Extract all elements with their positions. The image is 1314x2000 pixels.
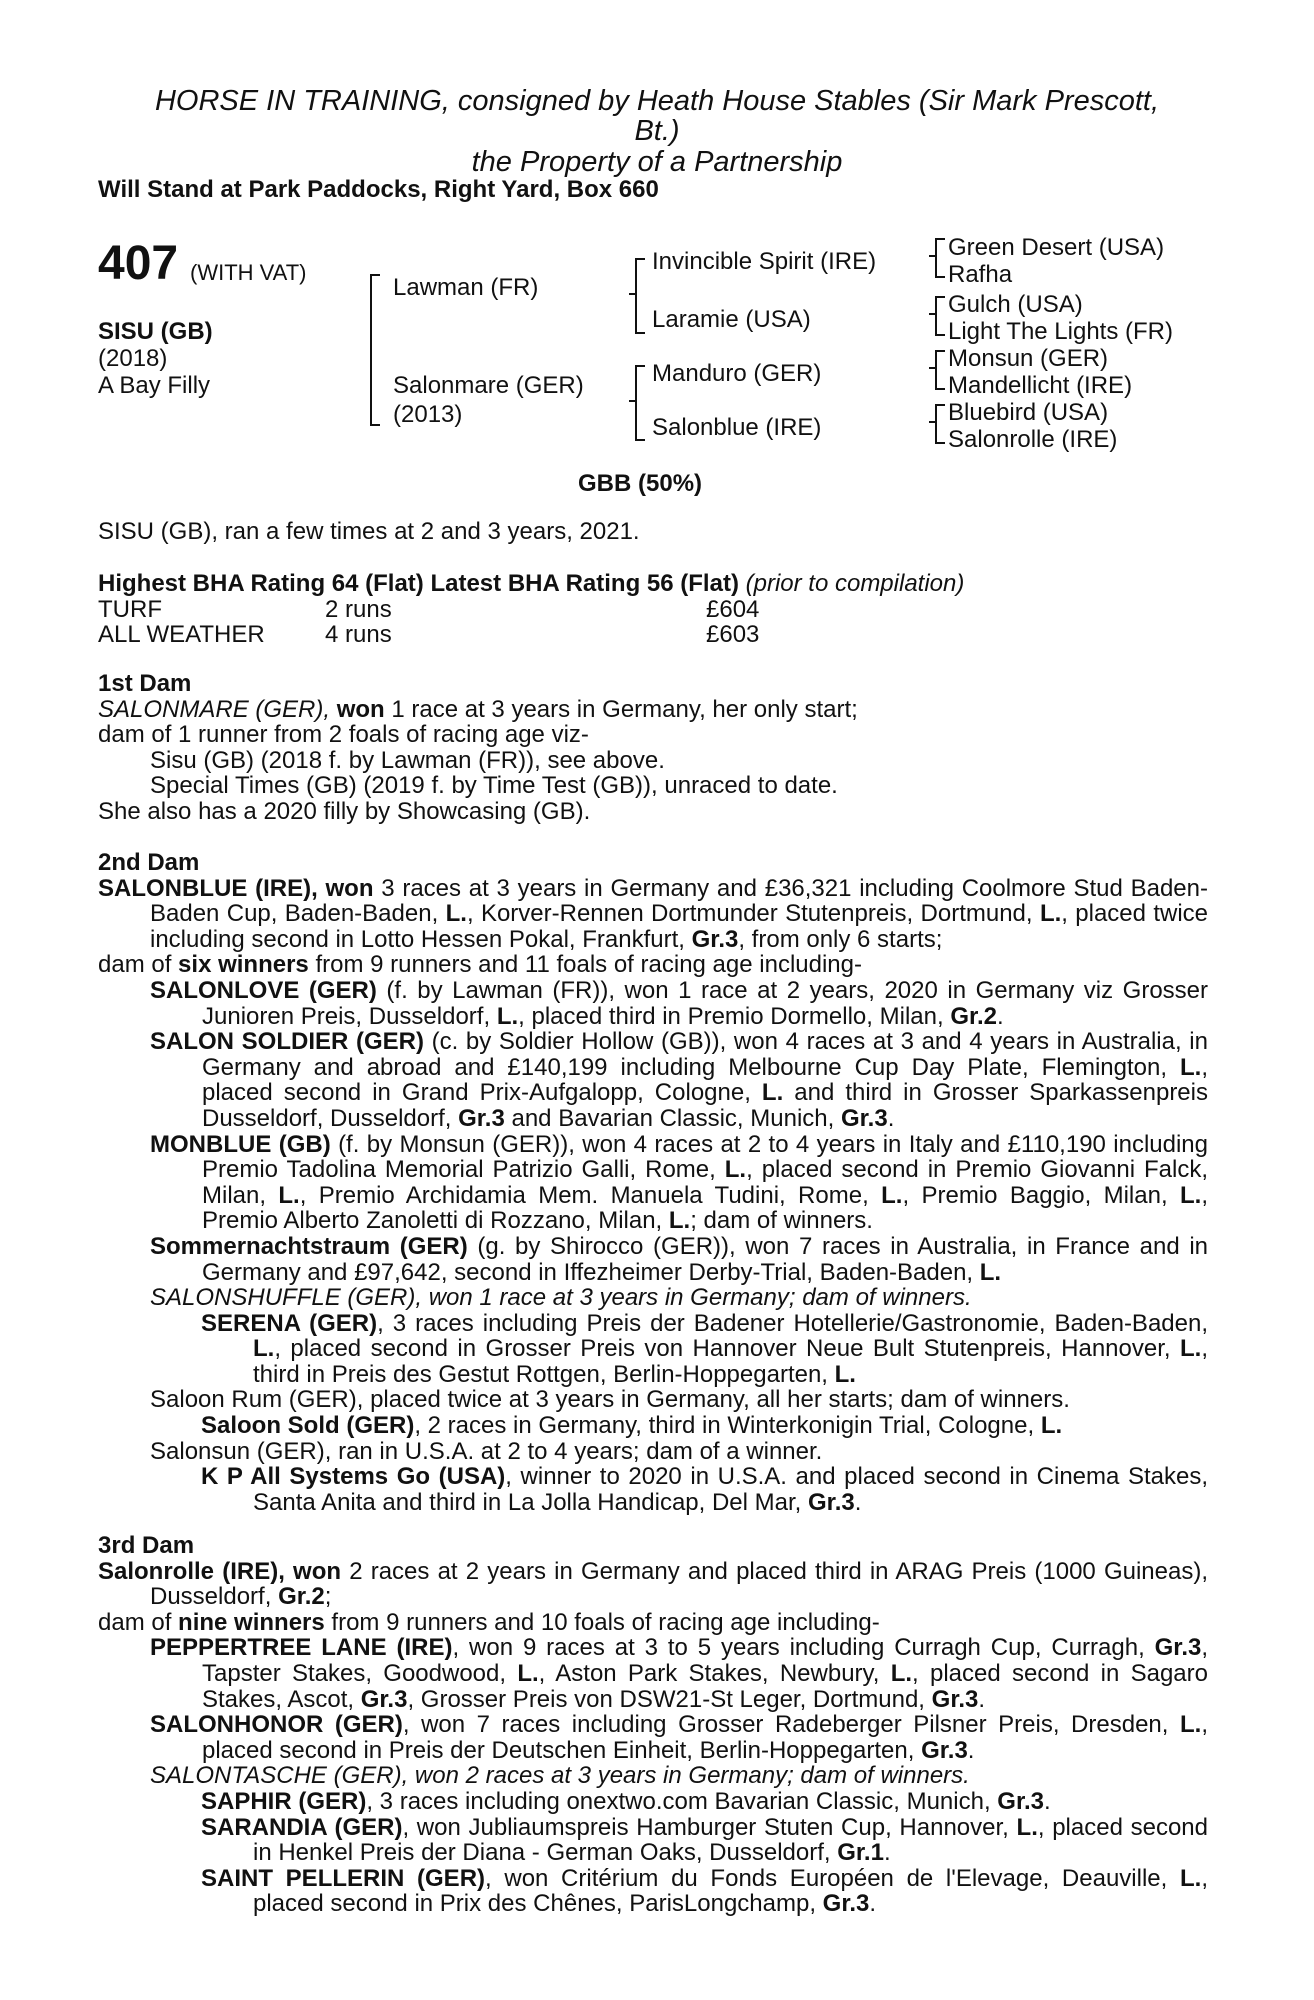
sire-dam-brace <box>370 274 380 426</box>
produce-item: Special Times (GB) (2019 f. by Time Test (GB)), unraced to date. <box>150 772 838 800</box>
second-dam-section <box>98 850 1208 1515</box>
aw-prize: £603 <box>706 621 760 648</box>
header-line-3: the Property of a Partnership <box>471 146 843 178</box>
offspring-entry: Sommernachtstraum (GER) (g. by Shirocco (GER)), won 7 races in Australia, in France and in Germany and £97,642, second in Iffezheimer Derby-Trial, Baden-Baden, L. <box>150 1232 1209 1286</box>
turf-label: TURF <box>98 596 162 623</box>
header-line-2: Bt.) <box>634 115 680 147</box>
pedigree-sds: Gulch (USA) <box>948 291 1083 318</box>
second-dam-produce: dam of six winners from 9 runners and 11 foals of racing age including- <box>98 951 862 979</box>
grand-offspring-entry: SAINT PELLERIN (GER), won Critérium du Fonds Européen de l'Elevage, Deauville, L., placed second in Prix des Chênes, ParisLongchamp, Gr.3. <box>201 1864 1208 1918</box>
second-dam-record: SALONBLUE (IRE), won 3 races at 3 years in Germany and £36,321 including Coolmore Stud Baden-Baden Cup, Baden-Baden, L., Korver-Rennen Dortmunder Stutenpreis, Dortmund, L., placed twice including second in Lotto Hessen Pokal, Frankfurt, Gr.3, from only 6 starts; <box>98 874 1209 953</box>
pedigree-dam-sire: Manduro (GER) <box>652 360 822 387</box>
offspring-entry: SALON SOLDIER (GER) (c. by Soldier Hollow (GB)), won 4 races at 3 and 4 years in Australia, in Germany and abroad and £140,199 including Melbourne Cup Day Plate, Flemington, L., placed second in Grand Prix-Aufgalopp, Cologne, L. and third in Grosser Sparkassenpreis Dusseldorf, Dusseldorf, Gr.3 and Bavarian Classic, Munich, Gr.3. <box>150 1028 1208 1132</box>
sire-line-brace <box>635 258 645 334</box>
pedigree-dam-year: (2013) <box>393 401 463 428</box>
third-dam-produce: dam of nine winners from 9 runners and 10 foals of racing age including- <box>98 1608 880 1636</box>
offspring-entry: SALONHONOR (GER), won 7 races including Grosser Radeberger Pilsner Preis, Dresden, L., placed second in Preis der Deutschen Einheit, Berlin-Hoppegarten, Gr.3. <box>150 1711 1208 1764</box>
turf-runs: 2 runs <box>325 596 392 623</box>
first-dam-line: SALONMARE (GER), won 1 race at 3 years in Germany, her only start; <box>98 695 858 723</box>
vat-note: (WITH VAT) <box>190 260 307 285</box>
grand-offspring-entry: K P All Systems Go (USA), winner to 2020 in U.S.A. and placed second in Cinema Stakes, Santa Anita and third in La Jolla Handicap, Del Mar, Gr.3. <box>201 1463 1208 1516</box>
turf-prize: £604 <box>706 596 760 623</box>
offspring-entry: SALONSHUFFLE (GER), won 1 race at 3 years in Germany; dam of winners. <box>150 1284 972 1312</box>
grand-offspring-entry: Saloon Sold (GER), 2 races in Germany, third in Winterkonigin Trial, Cologne, L. <box>201 1412 1063 1440</box>
second-dam-heading: 2nd Dam <box>98 849 200 876</box>
grand-offspring-entry: SERENA (GER), 3 races including Preis der Badener Hotellerie/Gastronomie, Baden-Baden, L., placed second in Grosser Preis von Hannover Neue Bult Stutenpreis, Hannover, L., third in Preis des Gestut Rottgen, Berlin-Hoppegarten, L. <box>201 1309 1209 1388</box>
first-dam-section <box>98 671 1208 825</box>
first-dam-produce: dam of 1 runner from 2 foals of racing age viz- <box>98 721 589 749</box>
offspring-entry: SALONLOVE (GER) (f. by Lawman (FR)), won 1 race at 2 years, 2020 in Germany viz Grosser Junioren Preis, Dusseldorf, L., placed third in Premio Dormello, Milan, Gr.2. <box>150 976 1209 1030</box>
dam-line-brace <box>635 365 645 441</box>
horse-description: A Bay Filly <box>98 372 211 399</box>
pedigree-sdd: Light The Lights (FR) <box>948 318 1173 345</box>
pedigree-sire-dam: Laramie (USA) <box>652 306 811 333</box>
third-dam-heading: 3rd Dam <box>98 1532 195 1559</box>
offspring-entry: MONBLUE (GB) (f. by Monsun (GER)), won 4 races at 2 to 4 years in Italy and £110,190 including Premio Tadolina Memorial Patrizio Galli, Rome, L., placed second in Premio Giovanni Falck, Milan, L., Premio Archidamia Mem. Manuela Tudini, Rome, L., Premio Baggio, Milan, L., Premio Alberto Zanoletti di Rozzano, Milan, L.; dam of winners. <box>150 1130 1208 1235</box>
grand-offspring-entry: SAPHIR (GER), 3 races including onextwo.com Bavarian Classic, Munich, Gr.3. <box>201 1787 1051 1815</box>
lot-number: 407 <box>98 237 179 290</box>
first-dam-note: She also has a 2020 filly by Showcasing (GB). <box>98 797 591 825</box>
pedigree-sire-sire: Invincible Spirit (IRE) <box>652 248 877 275</box>
pedigree-ssd: Rafha <box>948 261 1013 288</box>
pedigree-sire: Lawman (FR) <box>393 274 539 301</box>
third-dam-section <box>98 1533 1208 1917</box>
produce-item: Sisu (GB) (2018 f. by Lawman (FR)), see above. <box>150 746 665 774</box>
aw-runs: 4 runs <box>325 621 392 648</box>
first-dam-heading: 1st Dam <box>98 670 192 697</box>
aw-label: ALL WEATHER <box>98 621 265 648</box>
offspring-entry: PEPPERTREE LANE (IRE), won 9 races at 3 to 5 years including Curragh Cup, Curragh, Gr.3, Tapster Stakes, Goodwood, L., Aston Park Stakes, Newbury, L., placed second in Sagaro Stakes, Ascot, Gr.3, Grosser Preis von DSW21-St Leger, Dortmund, Gr.3. <box>150 1634 1209 1713</box>
pedigree-dsd: Mandellicht (IRE) <box>948 372 1133 399</box>
pedigree-ddd: Salonrolle (IRE) <box>948 426 1118 453</box>
pedigree-dds: Bluebird (USA) <box>948 399 1109 426</box>
horse-name: SISU (GB) <box>98 318 213 345</box>
bha-rating: Highest BHA Rating 64 (Flat) Latest BHA Rating 56 (Flat) (prior to compilation) <box>98 570 965 597</box>
pedigree-dam-dam: Salonblue (IRE) <box>652 414 822 441</box>
header-line-1: HORSE IN TRAINING, consigned by Heath House Stables (Sir Mark Prescott, <box>154 85 1160 117</box>
pedigree-dss: Monsun (GER) <box>948 345 1109 372</box>
third-dam-record: Salonrolle (IRE), won 2 races at 2 years in Germany and placed third in ARAG Preis (1000 Guineas), Dusseldorf, Gr.2; <box>98 1557 1209 1611</box>
breeding-percent: GBB (50%) <box>578 470 703 497</box>
pedigree-sss: Green Desert (USA) <box>948 234 1165 261</box>
offspring-entry: Salonsun (GER), ran in U.S.A. at 2 to 4 years; dam of a winner. <box>150 1437 823 1465</box>
horse-year: (2018) <box>98 345 168 372</box>
offspring-entry: Saloon Rum (GER), placed twice at 3 years in Germany, all her starts; dam of winners. <box>150 1386 1070 1414</box>
race-summary: SISU (GB), ran a few times at 2 and 3 years, 2021. <box>98 518 640 545</box>
stand-location: Will Stand at Park Paddocks, Right Yard, Box 660 <box>98 176 659 203</box>
offspring-entry: SALONTASCHE (GER), won 2 races at 3 years in Germany; dam of winners. <box>150 1762 970 1790</box>
grand-offspring-entry: SARANDIA (GER), won Jubliaumspreis Hamburger Stuten Cup, Hannover, L., placed second in Henkel Preis der Diana - German Oaks, Dusseldorf, Gr.1. <box>201 1813 1209 1867</box>
pedigree-dam: Salonmare (GER) <box>393 372 584 399</box>
